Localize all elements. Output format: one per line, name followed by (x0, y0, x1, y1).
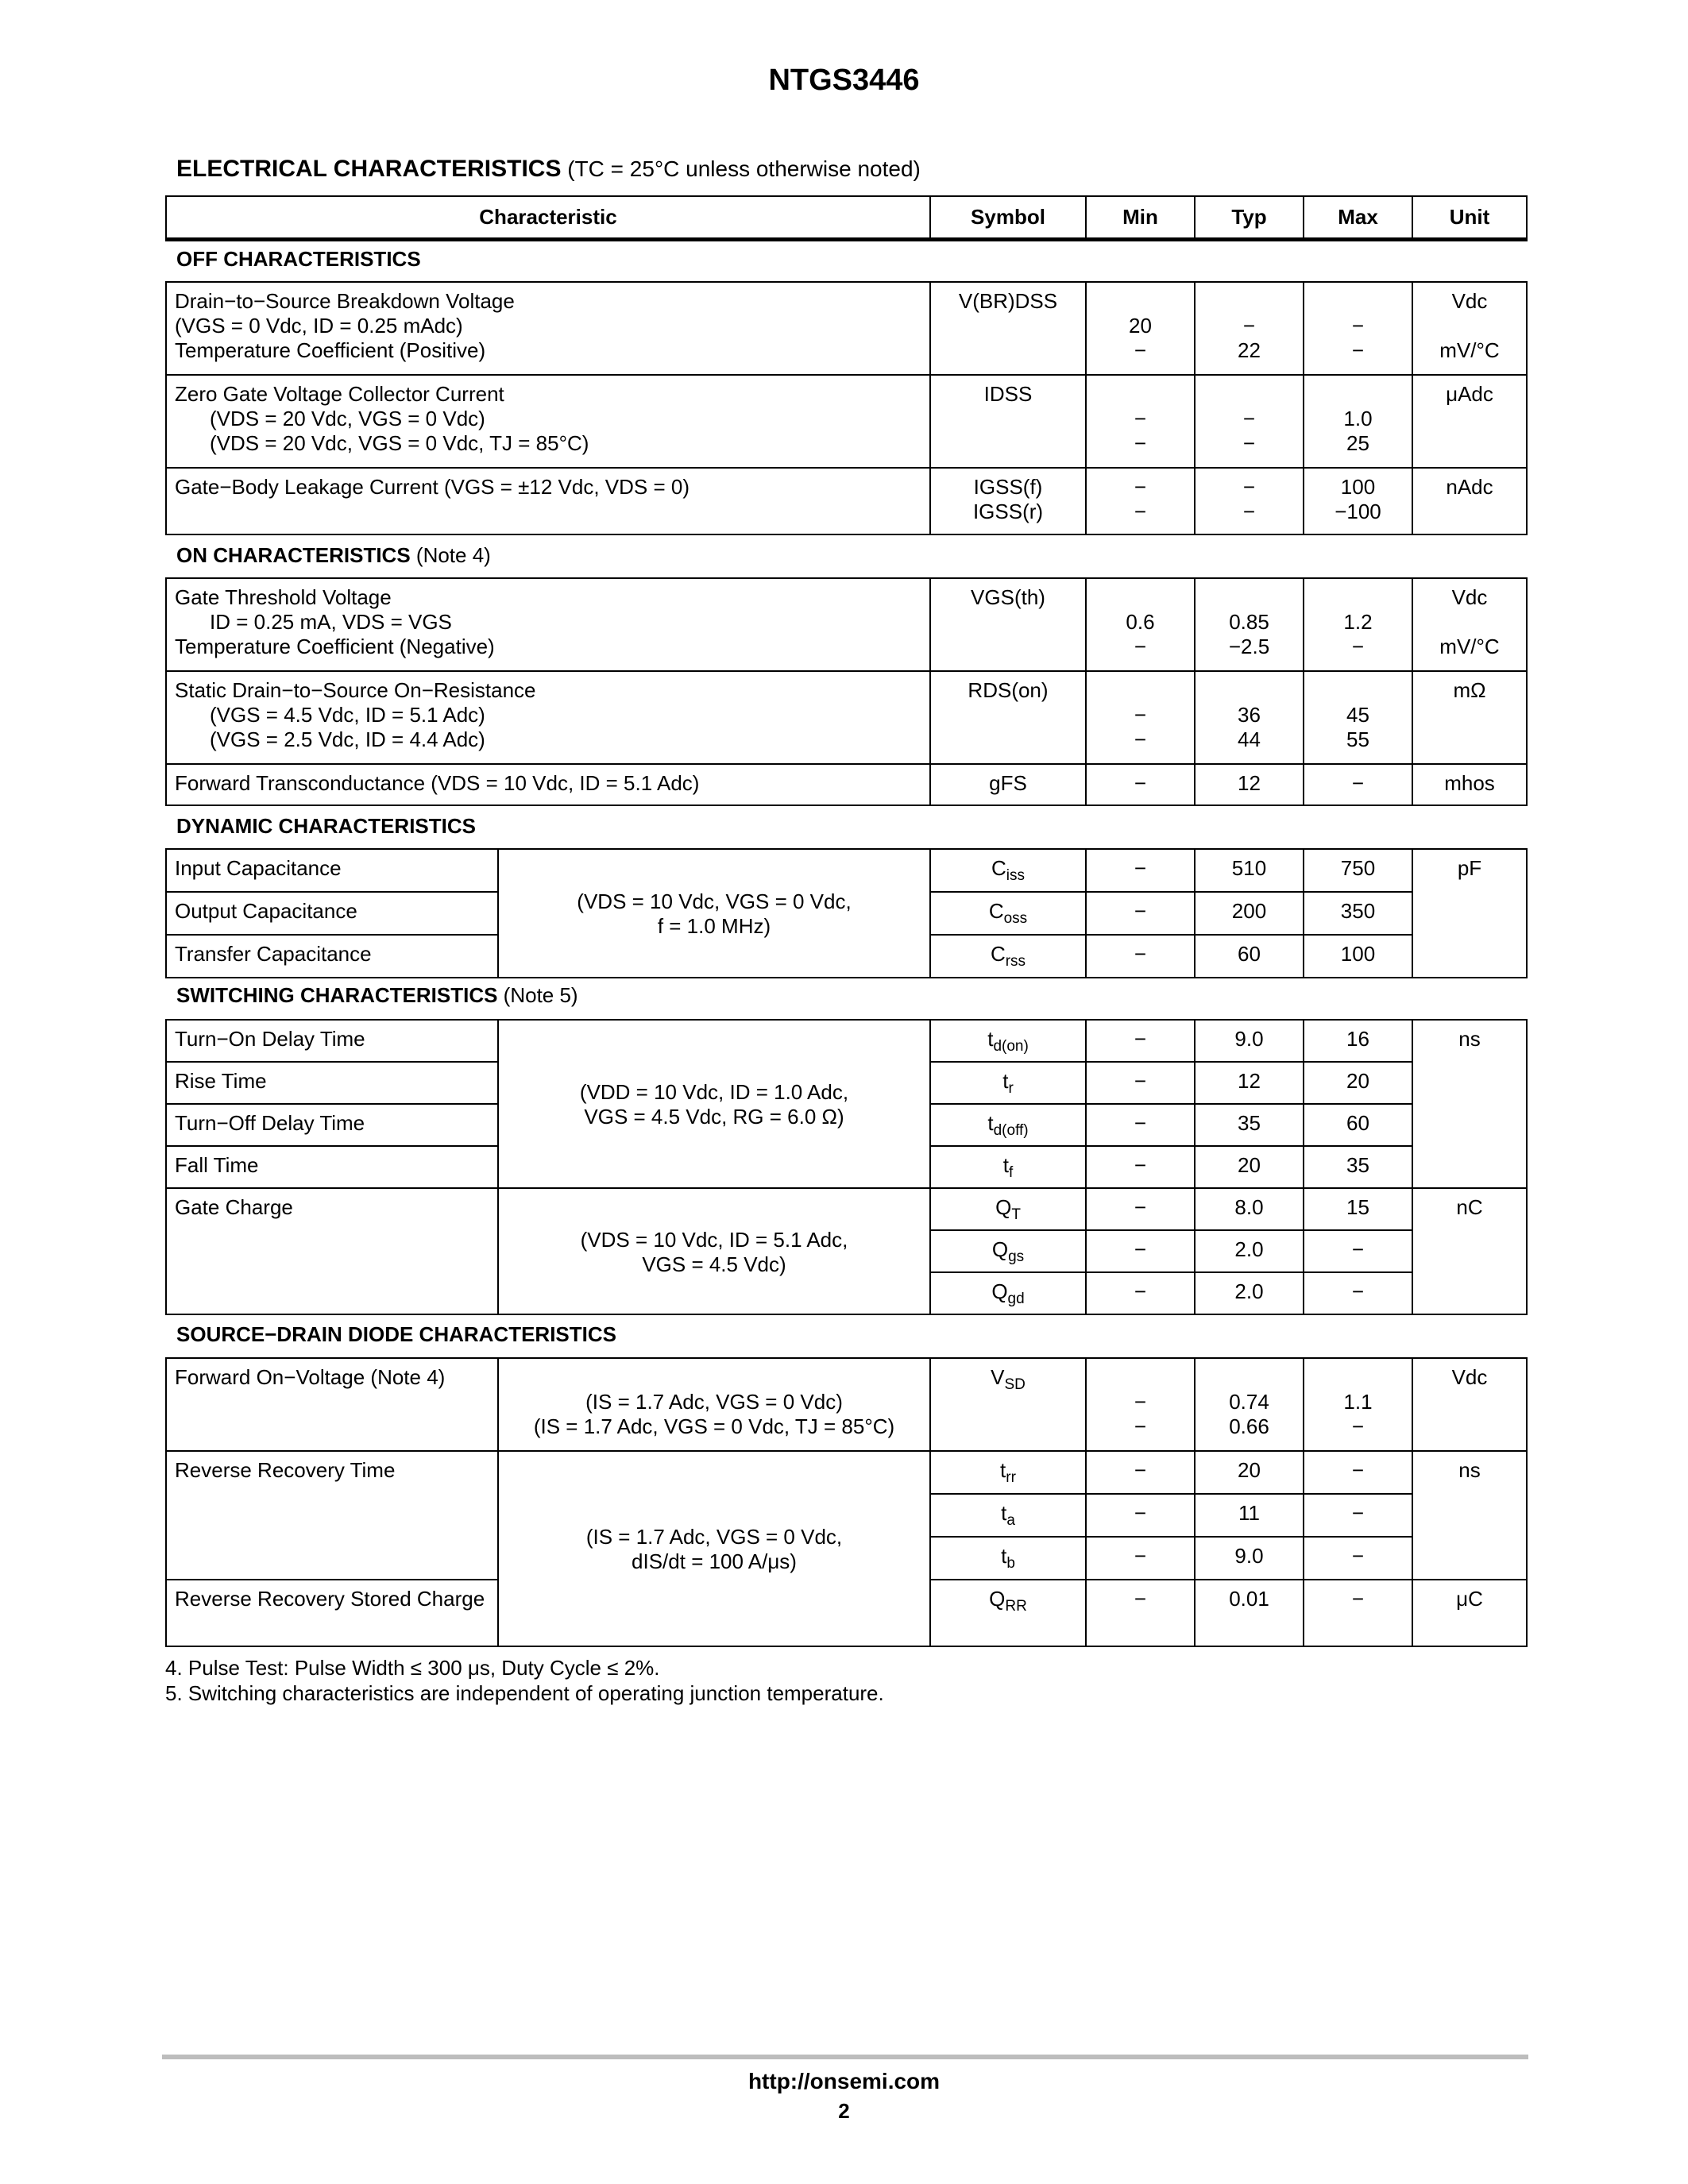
symbol-main: t (1002, 1153, 1009, 1177)
cond-line: (IS = 1.7 Adc, VGS = 0 Vdc) (585, 1390, 843, 1414)
min-value: 0.6 (1126, 610, 1155, 634)
param-name: Static Drain−to−Source On−Resistance (175, 678, 536, 702)
symbol-main: t (1000, 1458, 1006, 1482)
max-value: 45 (1346, 703, 1369, 727)
footer-url[interactable]: http://onsemi.com (747, 2069, 941, 2093)
symbol-cell: IGSS(f) (973, 475, 1043, 499)
dynamic-table (165, 848, 1528, 978)
switching-table (165, 1019, 1528, 1315)
section-on-label: ON CHARACTERISTICS (176, 543, 411, 567)
symbol-sub: RR (1005, 1598, 1027, 1615)
table-row (166, 671, 1527, 764)
max-value: 1.0 (1343, 407, 1373, 430)
min-value: − (1134, 727, 1147, 751)
cond-line: (IS = 1.7 Adc, VGS = 0 Vdc, (585, 1525, 843, 1549)
param-name: Reverse Recovery Stored Charge (166, 1580, 498, 1646)
max-value: − (1304, 1580, 1412, 1646)
unit-value: μAdc (1412, 375, 1527, 468)
min-value: − (1134, 338, 1147, 362)
typ-value: 12 (1195, 1062, 1304, 1104)
min-value: − (1086, 764, 1195, 805)
max-value: 100 (1304, 935, 1412, 978)
table-row (166, 1358, 1527, 1451)
typ-value: 9.0 (1195, 1020, 1304, 1062)
unit-value: mΩ (1412, 671, 1527, 764)
unit-value: Vdc (1412, 1358, 1527, 1451)
symbol-cell: RDS(on) (930, 671, 1086, 764)
cond-line: VGS = 4.5 Vdc, RG = 6.0 Ω) (584, 1105, 844, 1129)
min-value: − (1086, 1230, 1195, 1272)
typ-value: 36 (1238, 703, 1261, 727)
symbol-sub: d(on) (993, 1038, 1029, 1055)
table-heading (176, 156, 921, 183)
typ-value: 0.85 (1229, 610, 1269, 634)
diode-table (165, 1357, 1528, 1647)
param-name: Drain−to−Source Breakdown Voltage (175, 289, 515, 313)
symbol-cell (930, 1451, 1086, 1494)
typ-value: 44 (1238, 727, 1261, 751)
table-row (166, 1020, 1527, 1062)
symbol-cell (930, 1188, 1086, 1230)
cond-line: (VDS = 10 Vdc, VGS = 0 Vdc, (577, 889, 852, 913)
table-row (166, 1188, 1527, 1230)
col-unit: Unit (1412, 196, 1527, 240)
min-value: − (1086, 935, 1195, 978)
max-value: − (1351, 1414, 1365, 1438)
min-value: 20 (1129, 314, 1152, 338)
max-value: −100 (1335, 500, 1381, 523)
max-value: 100 (1340, 475, 1376, 499)
symbol-cell (930, 892, 1086, 935)
min-value: − (1086, 1580, 1195, 1646)
symbol-cell: VGS(th) (930, 578, 1086, 671)
page-number: 2 (838, 2099, 850, 2123)
symbol-cell (930, 1104, 1086, 1146)
param-name: Turn−Off Delay Time (166, 1104, 498, 1146)
symbol-cell (930, 1146, 1086, 1188)
unit-value: mV/°C (1439, 338, 1500, 362)
symbol-sub: gd (1007, 1291, 1025, 1307)
min-value: − (1086, 1062, 1195, 1104)
param-cond: (VGS = 2.5 Vdc, ID = 4.4 Adc) (210, 727, 485, 751)
symbol-sub: oss (1003, 910, 1028, 927)
param-cond: (VDS = 20 Vdc, VGS = 0 Vdc) (210, 407, 485, 430)
min-value: − (1086, 892, 1195, 935)
col-symbol: Symbol (930, 196, 1086, 240)
param-name: Output Capacitance (166, 892, 498, 935)
typ-value: 0.74 (1229, 1390, 1269, 1414)
symbol-sub: f (1008, 1164, 1014, 1181)
symbol-main: Q (995, 1195, 1012, 1219)
max-value: 350 (1304, 892, 1412, 935)
typ-value: 510 (1195, 849, 1304, 892)
symbol-cell: V(BR)DSS (930, 282, 1086, 375)
min-value: − (1134, 1414, 1147, 1438)
symbol-cell: gFS (930, 764, 1086, 805)
typ-value: 60 (1195, 935, 1304, 978)
symbol-sub: b (1006, 1555, 1015, 1572)
min-value: − (1086, 1188, 1195, 1230)
min-value: − (1134, 635, 1147, 658)
unit-value: nC (1412, 1188, 1527, 1314)
cond-line: dIS/dt = 100 A/μs) (632, 1549, 797, 1573)
typ-value: 9.0 (1195, 1537, 1304, 1580)
footnote-4: 4. Pulse Test: Pulse Width ≤ 300 μs, Duty Cycle ≤ 2%. (165, 1656, 660, 1680)
max-value: − (1351, 338, 1365, 362)
symbol-main: Q (991, 1237, 1009, 1261)
heading-bold: ELECTRICAL CHARACTERISTICS (176, 156, 562, 182)
max-value: 20 (1304, 1062, 1412, 1104)
symbol-cell (930, 1358, 1086, 1451)
min-value: − (1086, 1146, 1195, 1188)
typ-value: − (1242, 475, 1256, 499)
table-row (166, 282, 1527, 375)
symbol-main: t (987, 1111, 994, 1135)
off-table (165, 281, 1528, 535)
table-row (166, 764, 1527, 805)
unit-value: mhos (1412, 764, 1527, 805)
param-tc: Temperature Coefficient (Positive) (175, 338, 486, 362)
symbol-sub: a (1006, 1512, 1015, 1529)
param-name: Forward On−Voltage (Note 4) (166, 1358, 498, 1451)
cond-line: f = 1.0 MHz) (657, 914, 771, 938)
symbol-main: Q (991, 1279, 1008, 1303)
max-value: − (1304, 1272, 1412, 1314)
heading-note: (TC = 25°C unless otherwise noted) (567, 156, 921, 181)
param-name: Rise Time (166, 1062, 498, 1104)
max-value: 750 (1304, 849, 1412, 892)
max-value: 60 (1304, 1104, 1412, 1146)
symbol-cell (930, 1537, 1086, 1580)
table-row (166, 1451, 1527, 1494)
typ-value: 2.0 (1195, 1230, 1304, 1272)
typ-value: 35 (1195, 1104, 1304, 1146)
symbol-cell (930, 1494, 1086, 1537)
symbol-sub: T (1011, 1206, 1021, 1223)
max-value: − (1304, 1494, 1412, 1537)
symbol-cell: IGSS(r) (972, 500, 1044, 523)
min-value: − (1086, 1537, 1195, 1580)
condition-cell (498, 1451, 930, 1646)
section-on (176, 543, 491, 568)
symbol-sub: rr (1006, 1469, 1016, 1486)
min-value: − (1086, 1451, 1195, 1494)
cond-line: VGS = 4.5 Vdc) (642, 1252, 786, 1276)
param-name: Gate Charge (166, 1188, 498, 1314)
param-name: Gate Threshold Voltage (175, 585, 392, 609)
typ-value: 20 (1195, 1146, 1304, 1188)
symbol-cell (930, 1230, 1086, 1272)
symbol-main: C (990, 942, 1006, 966)
symbol-cell (930, 935, 1086, 978)
typ-value: 8.0 (1195, 1188, 1304, 1230)
min-value: − (1086, 1272, 1195, 1314)
max-value: 15 (1304, 1188, 1412, 1230)
param-name: Gate−Body Leakage Current (VGS = ±12 Vdc, VDS = 0) (166, 468, 930, 534)
max-value: 35 (1304, 1146, 1412, 1188)
col-min: Min (1086, 196, 1195, 240)
symbol-sub: SD (1004, 1376, 1026, 1393)
col-characteristic: Characteristic (166, 196, 930, 240)
min-value: − (1086, 1020, 1195, 1062)
typ-value: 20 (1195, 1451, 1304, 1494)
symbol-main: t (1001, 1501, 1007, 1525)
unit-value: Vdc (1451, 289, 1488, 313)
symbol-main: C (991, 856, 1006, 880)
min-value: − (1134, 703, 1147, 727)
condition-cell (498, 1020, 930, 1188)
table-row (166, 578, 1527, 671)
section-switching-note: (Note 5) (503, 983, 578, 1007)
unit-value: pF (1412, 849, 1527, 978)
param-name: Reverse Recovery Time (166, 1451, 498, 1580)
table-row (166, 849, 1527, 892)
section-switching-label: SWITCHING CHARACTERISTICS (176, 983, 498, 1007)
param-name: Input Capacitance (166, 849, 498, 892)
symbol-main: V (991, 1365, 1005, 1389)
unit-value: ns (1412, 1020, 1527, 1188)
section-dynamic: DYNAMIC CHARACTERISTICS (176, 814, 476, 838)
typ-value: −2.5 (1228, 635, 1270, 658)
min-value: − (1086, 1104, 1195, 1146)
section-diode: SOURCE−DRAIN DIODE CHARACTERISTICS (176, 1322, 616, 1346)
section-off: OFF CHARACTERISTICS (176, 247, 421, 271)
typ-value: 12 (1195, 764, 1304, 805)
cond-line: (IS = 1.7 Adc, VGS = 0 Vdc, TJ = 85°C) (533, 1414, 895, 1438)
col-max: Max (1304, 196, 1412, 240)
unit-value: nAdc (1412, 468, 1527, 534)
section-switching (176, 983, 578, 1008)
symbol-main: t (987, 1027, 994, 1051)
typ-value: 200 (1195, 892, 1304, 935)
min-value: − (1086, 849, 1195, 892)
column-header-table (165, 195, 1528, 241)
section-on-note: (Note 4) (415, 543, 491, 567)
min-value: − (1134, 475, 1147, 499)
param-name: Zero Gate Voltage Collector Current (175, 382, 504, 406)
cond-line: (VDS = 10 Vdc, ID = 5.1 Adc, (580, 1227, 848, 1252)
max-value: 1.1 (1343, 1390, 1373, 1414)
symbol-sub: d(off) (993, 1122, 1029, 1139)
typ-value: − (1242, 431, 1256, 455)
unit-value: mV/°C (1439, 635, 1500, 658)
min-value: − (1134, 1390, 1147, 1414)
max-value: − (1304, 1230, 1412, 1272)
typ-value: 0.66 (1229, 1414, 1269, 1438)
symbol-sub: gs (1008, 1248, 1025, 1265)
param-cond: ID = 0.25 mA, VDS = VGS (210, 610, 452, 634)
param-cond: (VDS = 20 Vdc, VGS = 0 Vdc, TJ = 85°C) (210, 431, 589, 455)
typ-value: − (1242, 314, 1256, 338)
page-title: NTGS3446 (768, 64, 920, 97)
on-table (165, 577, 1528, 806)
max-value: − (1351, 635, 1365, 658)
symbol-main: C (988, 899, 1004, 923)
max-value: − (1304, 1451, 1412, 1494)
symbol-cell (930, 1272, 1086, 1314)
param-name: Fall Time (166, 1146, 498, 1188)
max-value: 55 (1346, 727, 1369, 751)
symbol-cell (930, 1020, 1086, 1062)
param-tc: Temperature Coefficient (Negative) (175, 635, 495, 658)
condition-cell (498, 1188, 930, 1314)
symbol-cell (930, 1062, 1086, 1104)
table-row (166, 468, 1527, 534)
typ-value: 2.0 (1195, 1272, 1304, 1314)
param-cond: (VGS = 0 Vdc, ID = 0.25 mAdc) (175, 314, 463, 338)
min-value: − (1134, 431, 1147, 455)
typ-value: − (1242, 500, 1256, 523)
symbol-main: t (1001, 1544, 1007, 1568)
typ-value: 11 (1195, 1494, 1304, 1537)
footer-divider (162, 2055, 1528, 2059)
col-typ: Typ (1195, 196, 1304, 240)
unit-value: ns (1412, 1451, 1527, 1580)
symbol-main: Q (989, 1587, 1006, 1611)
max-value: − (1304, 1537, 1412, 1580)
param-name: Forward Transconductance (VDS = 10 Vdc, ID = 5.1 Adc) (166, 764, 930, 805)
symbol-cell (930, 849, 1086, 892)
symbol-main: t (1002, 1069, 1009, 1093)
max-value: − (1304, 764, 1412, 805)
typ-value: − (1242, 407, 1256, 430)
symbol-sub: rss (1005, 953, 1026, 970)
max-value: 1.2 (1343, 610, 1373, 634)
unit-value: Vdc (1451, 585, 1488, 609)
param-name: Turn−On Delay Time (166, 1020, 498, 1062)
condition-cell (498, 1358, 930, 1451)
table-row (166, 375, 1527, 468)
typ-value: 22 (1238, 338, 1261, 362)
cond-line: (VDD = 10 Vdc, ID = 1.0 Adc, (579, 1080, 849, 1104)
footnote-5: 5. Switching characteristics are independent of operating junction temperature. (165, 1681, 884, 1705)
symbol-cell: IDSS (930, 375, 1086, 468)
max-value: − (1351, 314, 1365, 338)
min-value: − (1134, 500, 1147, 523)
typ-value: 0.01 (1195, 1580, 1304, 1646)
min-value: − (1134, 407, 1147, 430)
symbol-sub: r (1008, 1080, 1014, 1097)
max-value: 25 (1346, 431, 1369, 455)
max-value: 16 (1304, 1020, 1412, 1062)
param-name: Transfer Capacitance (166, 935, 498, 978)
unit-value: μC (1412, 1580, 1527, 1646)
symbol-sub: iss (1006, 867, 1025, 884)
min-value: − (1086, 1494, 1195, 1537)
param-cond: (VGS = 4.5 Vdc, ID = 5.1 Adc) (210, 703, 485, 727)
condition-cell (498, 849, 930, 978)
symbol-cell (930, 1580, 1086, 1646)
